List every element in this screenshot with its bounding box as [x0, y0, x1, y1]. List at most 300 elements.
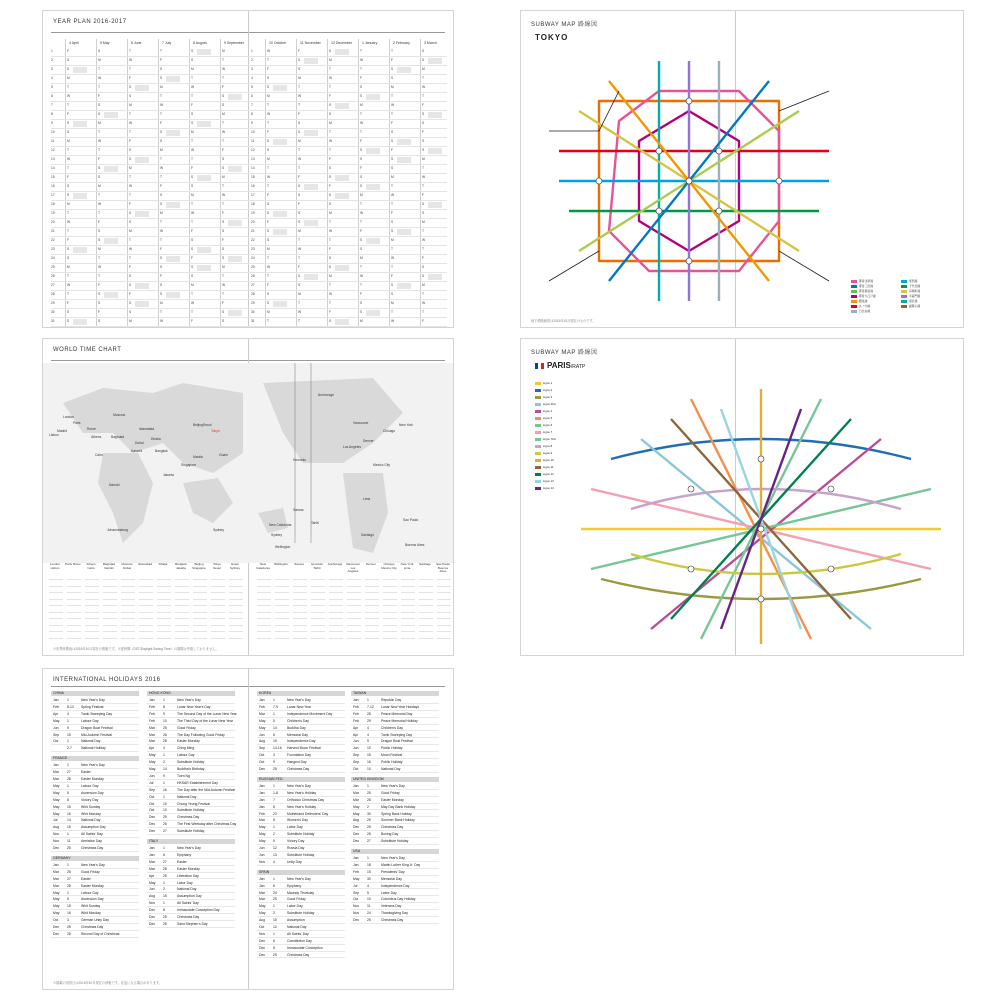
holiday-row — [51, 738, 139, 745]
holiday-day: 4 — [273, 859, 275, 864]
holiday-row — [257, 824, 345, 831]
holiday-day: 4 — [367, 883, 369, 888]
holiday-day: 8 — [163, 704, 165, 709]
weekday-letter: W — [67, 94, 71, 98]
time-cell — [383, 582, 397, 587]
weekday-letter: F — [422, 319, 425, 323]
tokyo-map-title: SUBWAY MAP 路線図 — [531, 22, 598, 28]
holiday-month: Mar — [53, 770, 59, 775]
holiday-name: New Year's Holiday — [287, 804, 317, 809]
holiday-row — [351, 903, 439, 910]
weekday-letter: W — [267, 265, 271, 269]
city-label: Wellington — [275, 545, 291, 549]
time-cell — [329, 608, 343, 613]
holiday-row — [257, 752, 345, 759]
weekday-letter: W — [360, 211, 364, 215]
weekday-letter: S — [191, 184, 194, 188]
weekday-letter: S — [129, 211, 132, 215]
weekday-letter: S — [129, 301, 132, 305]
day-number: 29 — [251, 301, 255, 305]
holiday-name: Assumption Day — [177, 894, 202, 899]
weekday-letter: T — [422, 229, 425, 233]
holiday-name: Easter — [81, 770, 91, 775]
holiday-month: May — [53, 718, 60, 723]
day-number: 20 — [51, 220, 55, 224]
weekend-shade — [335, 103, 349, 109]
time-cell — [401, 627, 415, 632]
weekday-letter: S — [298, 130, 301, 134]
holiday-name: Labor Day — [287, 904, 303, 909]
holiday-name: Summer Bank Holiday — [381, 818, 415, 823]
year-plan-page — [42, 10, 454, 328]
weekday-letter: T — [129, 256, 132, 260]
holiday-row — [351, 876, 439, 883]
time-cell — [365, 614, 379, 619]
holiday-month: Feb — [353, 718, 359, 723]
holiday-month: Jan — [353, 783, 359, 788]
weekday-letter: F — [422, 256, 425, 260]
holiday-row — [257, 738, 345, 745]
time-cell — [383, 588, 397, 593]
holiday-name: Lunar New Year's Day — [177, 704, 211, 709]
weekday-letter: M — [98, 58, 101, 62]
holiday-row — [351, 732, 439, 739]
city-label: Johannesburg — [107, 528, 128, 532]
weekday-letter: W — [267, 175, 271, 179]
weekday-letter: M — [267, 157, 270, 161]
weekend-shade — [366, 310, 380, 316]
table-header: Wellington — [274, 562, 288, 566]
weekday-letter: S — [160, 193, 163, 197]
holiday-day: 5 — [67, 897, 69, 902]
holiday-row — [147, 801, 235, 808]
time-cell — [157, 614, 171, 619]
holiday-day: 3 — [67, 918, 69, 923]
time-cell — [401, 595, 415, 600]
holiday-row — [351, 869, 439, 876]
time-cell — [175, 588, 189, 593]
weekday-letter: S — [360, 157, 363, 161]
holiday-month: Feb — [353, 869, 359, 874]
weekday-letter: S — [160, 265, 163, 269]
time-cell — [229, 608, 243, 613]
month-header: 12 December — [327, 39, 358, 47]
holiday-day: 1 — [163, 698, 165, 702]
time-cell — [311, 634, 325, 639]
weekday-letter: S — [129, 310, 132, 314]
holiday-month: Mar — [53, 876, 59, 881]
day-row — [51, 93, 447, 102]
holiday-row — [257, 759, 345, 766]
holiday-month: Oct — [259, 925, 265, 929]
holiday-month: Dec — [353, 825, 360, 830]
time-cell — [67, 621, 81, 626]
weekend-shade — [273, 139, 287, 145]
city-name: TOKYO — [535, 33, 569, 42]
time-cell — [293, 582, 307, 587]
holiday-name: Motherland Defenders' Day — [287, 811, 329, 816]
holiday-row — [257, 903, 345, 910]
line-color-swatch — [851, 290, 857, 293]
city-label: Islamabad — [139, 427, 155, 431]
weekday-letter: M — [422, 220, 425, 224]
holiday-day: 24 — [273, 890, 277, 895]
city-label: Honolulu — [293, 458, 307, 462]
table-header: New York Lima — [400, 562, 414, 570]
holiday-row — [351, 831, 439, 838]
weekday-letter: T — [267, 274, 270, 278]
weekday-letter: T — [329, 67, 332, 71]
holiday-month: Jan — [353, 856, 359, 860]
weekday-letter: T — [98, 148, 101, 152]
time-cell — [157, 608, 171, 613]
weekday-letter: T — [267, 166, 270, 170]
paris-map-page — [520, 338, 964, 656]
weekend-shade — [166, 256, 180, 262]
holiday-month: Aug — [259, 739, 266, 744]
weekday-letter: M — [67, 265, 70, 269]
holiday-name: Substitute Holiday — [287, 852, 315, 857]
holiday-row — [257, 732, 345, 739]
weekday-letter: F — [360, 76, 363, 80]
city-label: Nairobi — [109, 483, 120, 487]
weekday-letter: T — [422, 247, 425, 251]
day-row — [51, 228, 447, 237]
time-cell — [139, 582, 153, 587]
weekday-letter: S — [360, 238, 363, 242]
time-cell — [401, 608, 415, 613]
time-cell — [193, 595, 207, 600]
weekday-letter: T — [267, 319, 270, 323]
weekday-letter: S — [391, 166, 394, 170]
weekday-letter: W — [267, 112, 271, 116]
holiday-name: New Year's Day — [177, 846, 201, 850]
city-label: Moscow — [113, 413, 126, 417]
holiday-day: 5 — [273, 718, 275, 723]
weekend-shade — [135, 211, 149, 217]
weekday-letter: F — [422, 103, 425, 107]
holiday-name: Public Holiday — [381, 760, 403, 765]
holiday-name: Labor Day — [177, 880, 193, 885]
legend-label: Ligne 2 — [543, 388, 553, 392]
time-cell — [193, 627, 207, 632]
holiday-day: 29 — [367, 818, 371, 823]
holiday-day: 1 — [67, 698, 69, 702]
time-cell — [275, 588, 289, 593]
time-cell — [275, 582, 289, 587]
weekend-shade — [397, 67, 411, 73]
weekend-shade — [273, 211, 287, 217]
time-cell — [437, 614, 451, 619]
time-cell — [437, 582, 451, 587]
line-color-swatch — [901, 285, 907, 288]
weekday-letter: W — [191, 301, 195, 305]
weekday-letter: T — [191, 310, 194, 314]
weekday-letter: T — [222, 139, 225, 143]
weekday-letter: S — [329, 193, 332, 197]
holiday-row — [257, 852, 345, 859]
holiday-day: 1 — [67, 890, 69, 895]
weekday-letter: T — [67, 85, 70, 89]
time-cell — [365, 634, 379, 639]
holiday-month: May — [53, 804, 60, 809]
time-cell — [211, 595, 225, 600]
legend-item — [901, 299, 917, 303]
legend-label: Ligne 4 — [543, 409, 553, 413]
weekend-shade — [366, 238, 380, 244]
holiday-month: Feb — [259, 811, 265, 816]
weekday-letter: S — [191, 112, 194, 116]
weekday-letter: S — [329, 202, 332, 206]
weekday-letter: F — [267, 193, 270, 197]
holiday-day: 6 — [273, 938, 275, 943]
holiday-day: 29 — [367, 718, 371, 723]
city-label: Baghdad — [111, 435, 125, 439]
holiday-row — [257, 845, 345, 852]
holiday-row — [351, 697, 439, 704]
weekday-letter: S — [329, 49, 332, 53]
time-cell — [311, 608, 325, 613]
holiday-day: 1 — [67, 862, 69, 867]
holiday-month: May — [149, 880, 156, 885]
holiday-month: Mar — [53, 883, 59, 888]
weekday-letter: S — [422, 49, 425, 53]
weekday-letter: F — [267, 283, 270, 287]
weekday-letter: W — [391, 103, 395, 107]
holiday-row — [51, 817, 139, 824]
holiday-day: 2 — [367, 804, 369, 809]
month-header: 3 March — [420, 39, 451, 47]
weekday-letter: W — [329, 76, 333, 80]
holiday-day: 25 — [163, 915, 167, 919]
holiday-day: 28 — [67, 883, 71, 888]
metro-line — [691, 399, 811, 639]
time-cell — [383, 608, 397, 613]
holiday-day: 15 — [67, 732, 71, 737]
weekday-letter: W — [129, 58, 133, 62]
weekday-letter: F — [222, 211, 225, 215]
line-color-swatch — [535, 445, 541, 448]
day-number: 18 — [51, 202, 55, 206]
holiday-day: 1 — [67, 763, 69, 768]
day-number: 26 — [251, 274, 255, 278]
holiday-name: The First Weekday after Christmas Day — [177, 822, 237, 827]
time-cell — [157, 582, 171, 587]
country-header: GERMANY — [51, 856, 139, 861]
time-cell — [193, 588, 207, 593]
weekday-letter: S — [391, 67, 394, 71]
day-number: 11 — [251, 139, 255, 143]
weekday-letter: S — [98, 103, 101, 107]
weekend-shade — [273, 301, 287, 307]
table-header: Guam Sydney — [229, 562, 240, 570]
holiday-row — [147, 852, 235, 859]
time-cell — [365, 588, 379, 593]
line-color-swatch — [535, 466, 541, 469]
holiday-row — [51, 869, 139, 876]
page-gutter — [248, 669, 249, 989]
weekend-shade — [197, 247, 211, 253]
weekday-letter: T — [191, 220, 194, 224]
weekday-letter: S — [298, 184, 301, 188]
time-cell — [437, 627, 451, 632]
holiday-name: Immaculate Conception — [287, 945, 323, 950]
weekday-letter: F — [98, 310, 101, 314]
weekday-letter: T — [160, 238, 163, 242]
holiday-name: Epiphany — [287, 883, 302, 888]
weekend-shade — [428, 148, 442, 154]
holiday-name: Ching Ming — [177, 746, 195, 751]
holiday-month: Sep — [353, 890, 360, 895]
line-color-swatch — [901, 305, 907, 308]
holiday-name: New Year's Day — [287, 876, 311, 881]
weekend-shade — [135, 283, 149, 289]
weekday-letter: M — [360, 319, 363, 323]
table-header: Bangkok Jakarta — [175, 562, 187, 570]
line-color-swatch — [535, 459, 541, 462]
day-number: 1 — [251, 49, 253, 53]
weekday-letter: T — [129, 238, 132, 242]
holiday-day: 14 — [163, 767, 167, 771]
holiday-day: 1 — [163, 794, 165, 799]
weekday-letter: T — [391, 184, 394, 188]
city-label: London — [63, 415, 75, 419]
paris-map-title: SUBWAY MAP 路線図 — [531, 350, 598, 356]
weekday-letter: W — [422, 175, 426, 179]
city-label: Tahiti — [311, 521, 319, 525]
weekday-letter: W — [98, 76, 102, 80]
city-label: Athens — [91, 435, 102, 439]
time-cell — [437, 595, 451, 600]
city-label: Santiago — [361, 533, 375, 537]
time-cell — [157, 634, 171, 639]
city-label: Chicago — [383, 429, 396, 433]
city-label: Seoul — [203, 423, 212, 427]
time-cell — [121, 595, 135, 600]
country-header: UNITED KINGDOM — [351, 777, 439, 782]
legend-label: 銀座線 — [859, 299, 868, 303]
weekday-letter: S — [329, 112, 332, 116]
holiday-month: Apr — [53, 711, 59, 716]
day-number: 3 — [251, 67, 253, 71]
holiday-day: 6 — [163, 852, 165, 857]
weekend-shade — [273, 85, 287, 91]
weekday-letter: T — [67, 148, 70, 152]
weekday-letter: W — [160, 103, 164, 107]
weekday-letter: S — [160, 283, 163, 287]
weekday-letter: T — [298, 256, 301, 260]
weekday-letter: S — [160, 139, 163, 143]
weekday-letter: S — [329, 319, 332, 323]
time-cell — [293, 601, 307, 606]
line-color-swatch — [851, 285, 857, 288]
holiday-row — [147, 814, 235, 821]
time-cell — [139, 627, 153, 632]
legend-label: 都営浅草線 — [859, 279, 873, 283]
holiday-month: Nov — [149, 901, 156, 906]
weekday-letter: S — [222, 229, 225, 233]
weekday-letter: S — [191, 58, 194, 62]
holiday-row — [51, 862, 139, 869]
weekday-letter: S — [129, 157, 132, 161]
weekday-letter: S — [391, 229, 394, 233]
holiday-month: May — [259, 718, 266, 723]
holiday-name: Whit Monday — [81, 811, 101, 816]
holiday-day: 6 — [273, 883, 275, 888]
weekday-letter: T — [222, 58, 225, 62]
holiday-month: May — [259, 839, 266, 844]
weekday-letter: S — [191, 265, 194, 269]
line-color-swatch — [901, 280, 907, 283]
holiday-row — [257, 790, 345, 797]
time-cell — [365, 582, 379, 587]
time-cell — [67, 627, 81, 632]
time-cell — [275, 608, 289, 613]
time-cell — [121, 627, 135, 632]
time-cell — [275, 634, 289, 639]
holiday-day: 15 — [67, 825, 71, 830]
time-cell — [193, 614, 207, 619]
time-table-left — [47, 563, 245, 643]
city-label: Guam — [219, 453, 228, 457]
holiday-name: Christmas Day — [287, 767, 310, 771]
day-row — [51, 57, 447, 66]
holiday-day: 30 — [367, 811, 371, 816]
weekday-letter: T — [160, 157, 163, 161]
day-row — [51, 174, 447, 183]
holiday-day: 14-16 — [273, 746, 282, 751]
line-color-swatch — [535, 438, 541, 441]
time-cell — [329, 621, 343, 626]
holiday-day: 12 — [273, 846, 277, 850]
holiday-row — [51, 790, 139, 797]
day-number: 28 — [51, 292, 55, 296]
weekday-letter: S — [422, 139, 425, 143]
time-cell — [347, 608, 361, 613]
weekday-letter: T — [391, 94, 394, 98]
time-cell — [49, 608, 63, 613]
weekday-letter: S — [422, 211, 425, 215]
weekday-letter: M — [67, 76, 70, 80]
weekday-letter: F — [360, 292, 363, 296]
time-cell — [85, 582, 99, 587]
weekday-letter: T — [360, 67, 363, 71]
weekday-letter: S — [67, 184, 70, 188]
country-header: FRANCE — [51, 756, 139, 761]
day-number: 12 — [51, 148, 55, 152]
time-cell — [49, 588, 63, 593]
month-header: 10 October — [265, 39, 296, 47]
time-cell — [67, 595, 81, 600]
holiday-row — [147, 725, 235, 732]
legend-item — [851, 289, 873, 293]
time-cell — [85, 621, 99, 626]
weekday-letter: M — [129, 319, 132, 323]
holiday-row — [351, 745, 439, 752]
holiday-month: Mar — [259, 711, 265, 716]
weekday-letter: F — [422, 130, 425, 134]
country-header: TAIWAN — [351, 691, 439, 696]
holiday-name: Memorial Day — [381, 876, 402, 881]
world-map — [43, 363, 454, 563]
holiday-name: National Day — [81, 739, 101, 744]
city-label: Rome — [87, 427, 96, 431]
weekend-shade — [335, 319, 349, 325]
holiday-month: Jan — [259, 804, 265, 809]
time-cell — [293, 634, 307, 639]
holiday-name: Tomb Sweeping Day — [81, 711, 113, 716]
day-number: 22 — [251, 238, 255, 242]
